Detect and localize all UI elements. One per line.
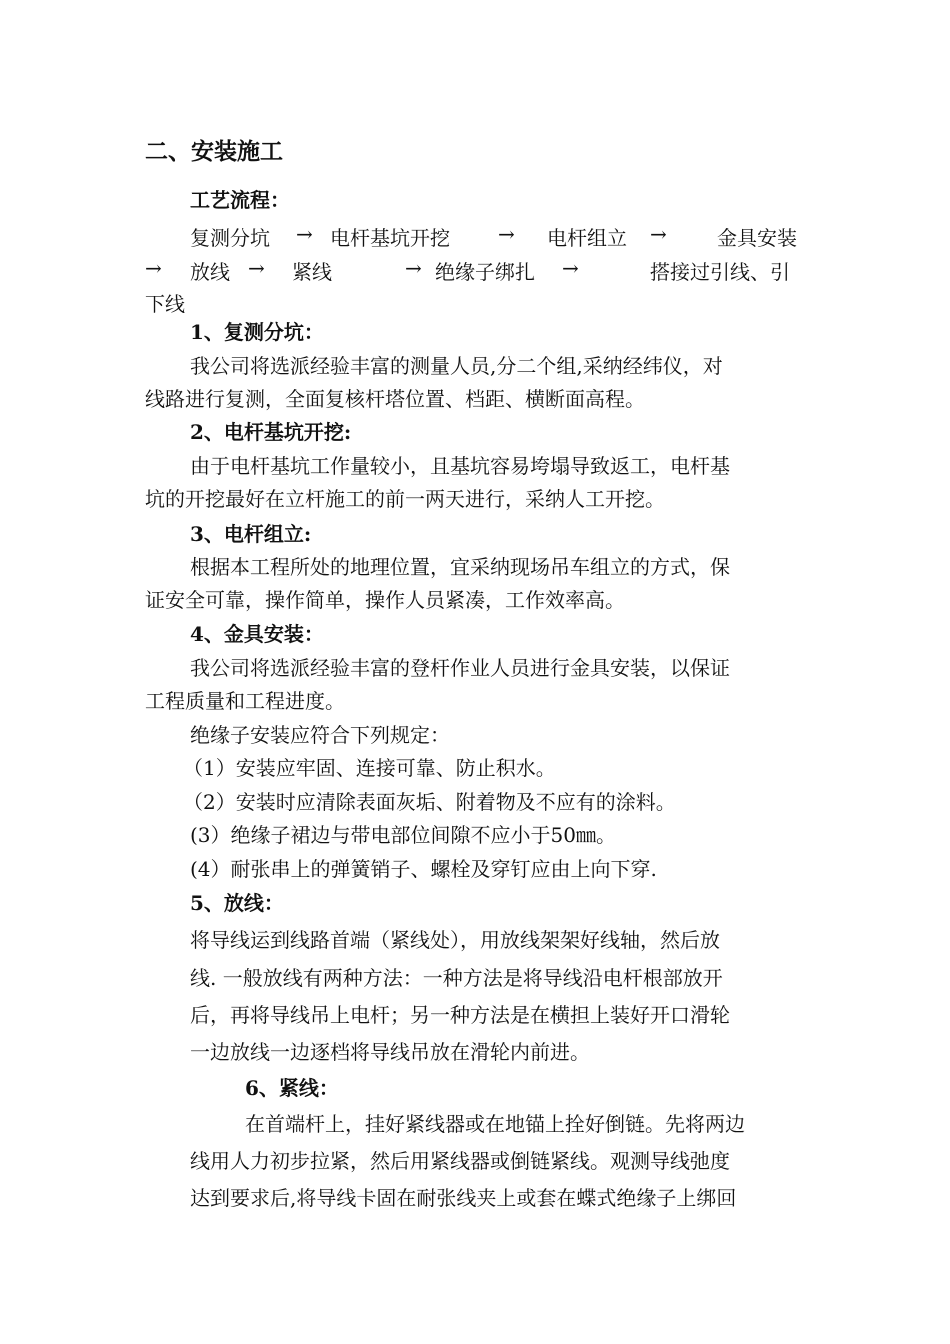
flow-step: 搭接过引线、引 xyxy=(650,260,790,284)
paragraph-line: 一边放线一边逐档将导线吊放在滑轮内前进。 xyxy=(190,1040,590,1064)
rule-item: （1）安装应牢固、连接可靠、防止积水。 xyxy=(183,756,556,780)
paragraph-line: 根据本工程所处的地理位置，宜采纳现场吊车组立的方式，保 xyxy=(190,555,730,579)
heading-3: 3、电杆组立: xyxy=(190,522,312,546)
paragraph-line: 将导线运到线路首端（紧线处），用放线架架好线轴，然后放 xyxy=(190,928,720,952)
flow-arrow: → xyxy=(562,256,579,280)
paragraph-line: 后，再将导线吊上电杆；另一种方法是在横担上装好开口滑轮 xyxy=(190,1003,730,1027)
flow-heading: 工艺流程： xyxy=(190,188,290,212)
flow-step: 放线 xyxy=(190,260,230,284)
flow-arrow: → xyxy=(248,256,265,280)
flow-arrow: → xyxy=(498,222,515,246)
paragraph-line: 达到要求后,将导线卡固在耐张线夹上或套在蝶式绝缘子上绑回 xyxy=(190,1186,737,1210)
flow-step: 电杆组立 xyxy=(547,226,627,250)
flow-step: 金具安装 xyxy=(717,226,797,250)
paragraph-line: 证安全可靠，操作简单，操作人员紧凑，工作效率高。 xyxy=(145,588,625,612)
flow-step: 复测分坑 xyxy=(190,226,270,250)
paragraph-line: 工程质量和工程进度。 xyxy=(145,689,345,713)
paragraph-line: 由于电杆基坑工作量较小，且基坑容易垮塌导致返工，电杆基 xyxy=(190,454,730,478)
paragraph-line: 我公司将选派经验丰富的测量人员,分二个组,采纳经纬仪，对 xyxy=(190,354,723,378)
heading-6: 6、紧线： xyxy=(245,1076,339,1100)
paragraph-line: 线路进行复测，全面复核杆塔位置、档距、横断面高程。 xyxy=(145,387,645,411)
heading-5: 5、放线： xyxy=(190,891,284,915)
paragraph-line: 我公司将选派经验丰富的登杆作业人员进行金具安装，以保证 xyxy=(190,656,730,680)
flow-arrow: → xyxy=(650,222,667,246)
flow-arrow: → xyxy=(296,222,313,246)
flow-step: 电杆基坑开挖 xyxy=(330,226,450,250)
paragraph-line: 线用人力初步拉紧，然后用紧线器或倒链紧线。观测导线弛度 xyxy=(190,1149,730,1173)
flow-step: 紧线 xyxy=(292,260,332,284)
rule-item: (3）绝缘子裙边与带电部位间隙不应小于50㎜。 xyxy=(190,823,616,847)
flow-arrow: → xyxy=(145,256,162,280)
paragraph-line: 在首端杆上，挂好紧线器或在地锚上拴好倒链。先将两边 xyxy=(245,1112,745,1136)
flow-step: 绝缘子绑扎 xyxy=(435,260,535,284)
heading-1: 1、复测分坑： xyxy=(190,320,324,344)
flow-tail: 下线 xyxy=(145,292,185,316)
rule-item: (4）耐张串上的弹簧销子、螺栓及穿钉应由上向下穿. xyxy=(190,857,657,881)
flow-arrow: → xyxy=(405,256,422,280)
paragraph-line: 坑的开挖最好在立杆施工的前一两天进行，采纳人工开挖。 xyxy=(145,487,665,511)
rule-intro: 绝缘子安装应符合下列规定： xyxy=(190,723,450,747)
heading-2: 2、电杆基坑开挖: xyxy=(190,420,352,444)
paragraph-line: 线. 一般放线有两种方法：一种方法是将导线沿电杆根部放开 xyxy=(190,966,723,990)
heading-4: 4、金具安装： xyxy=(190,622,324,646)
section-title: 二、安装施工 xyxy=(145,138,283,165)
rule-item: （2）安装时应清除表面灰垢、附着物及不应有的涂料。 xyxy=(183,790,676,814)
